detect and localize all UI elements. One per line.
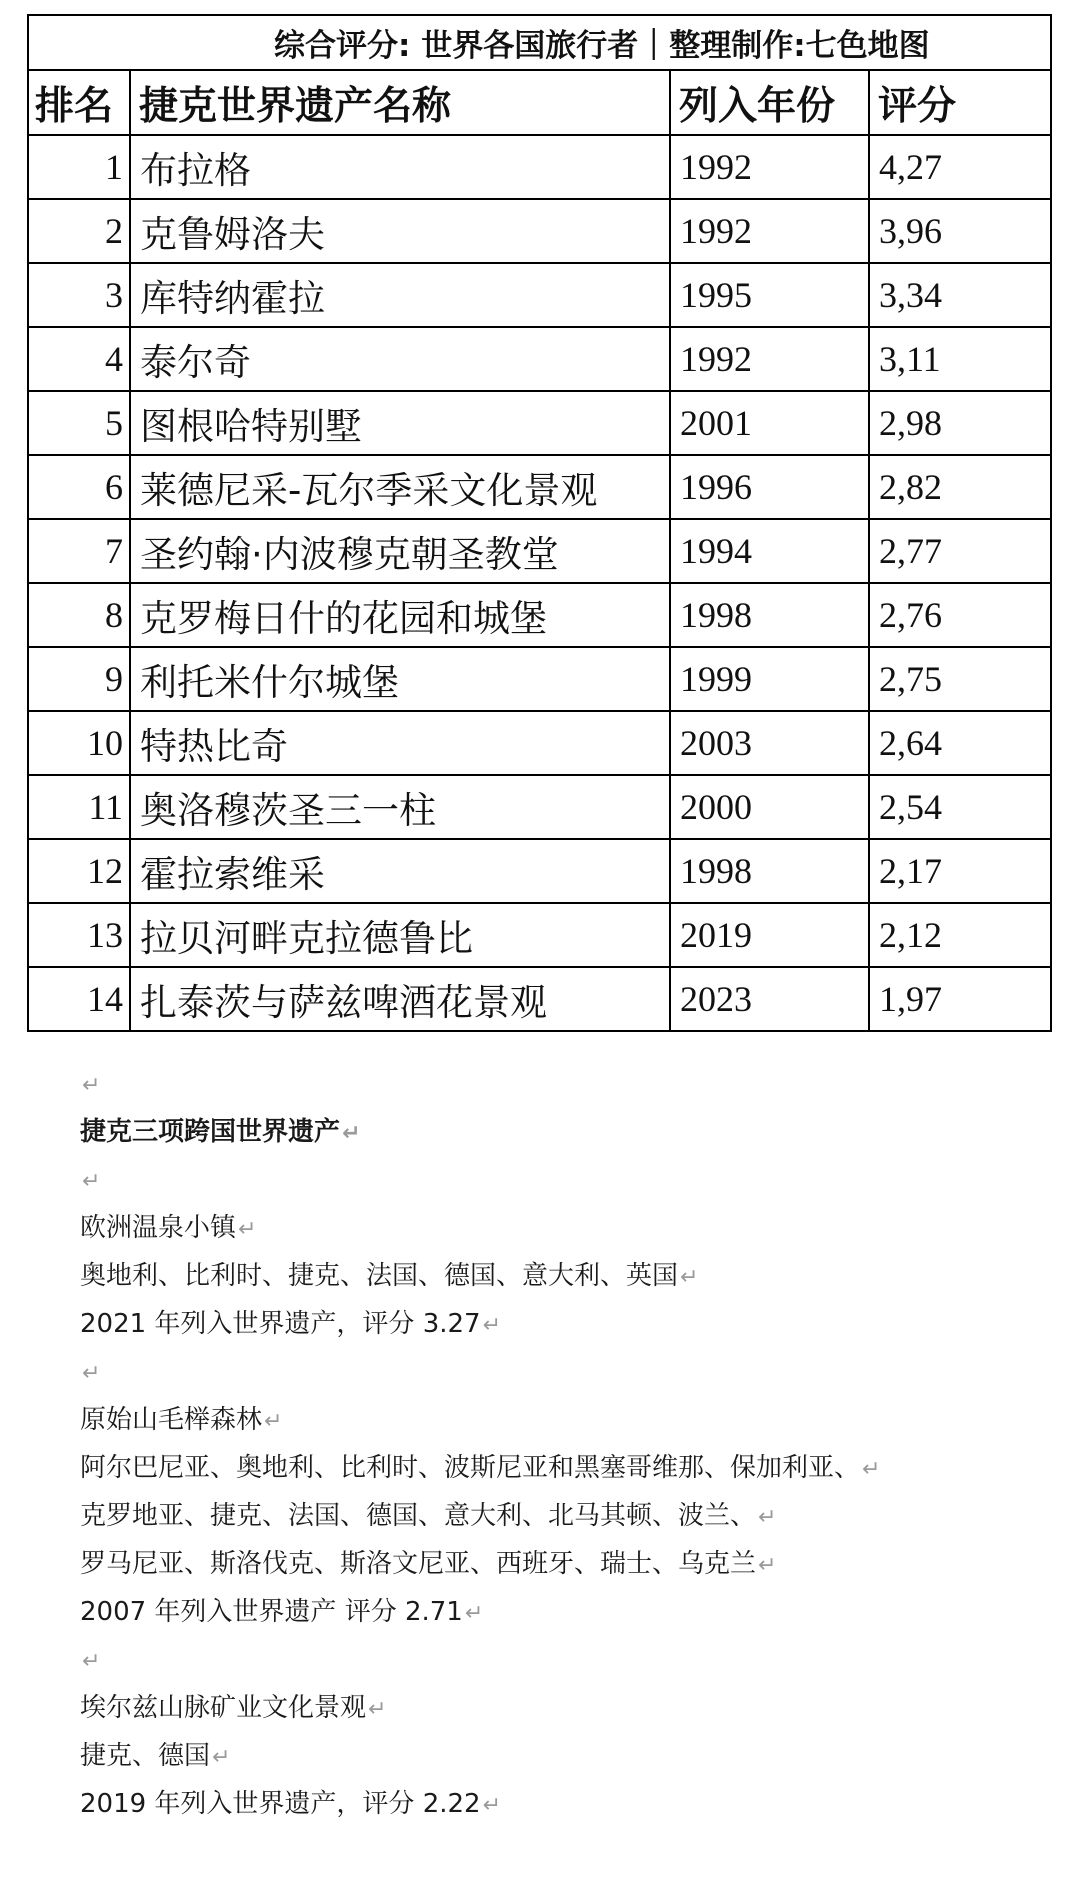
- year-cell: 2000: [670, 775, 869, 839]
- year-cell: 1995: [670, 263, 869, 327]
- score-cell: 2,17: [869, 839, 1051, 903]
- paragraph-mark-icon: ↵: [862, 1457, 881, 1482]
- heritage-listing-text: 2019 年列入世界遗产，评分 2.22: [80, 1789, 481, 1819]
- table-row: [28, 903, 1051, 967]
- paragraph-mark-icon: ↵: [482, 1793, 502, 1818]
- table-caption: 综合评分: 世界各国旅行者｜整理制作:七色地图: [28, 15, 1051, 70]
- score-cell: 2,54: [869, 775, 1051, 839]
- year-cell: 1999: [670, 647, 869, 711]
- header-score: 评分: [869, 70, 1051, 135]
- heritage-listing: [80, 1780, 1070, 1828]
- table-caption-row: [28, 15, 1051, 70]
- paragraph-mark-icon: ↵: [482, 1313, 502, 1338]
- table-header-row: [28, 70, 1051, 135]
- paragraph-mark-icon: ↵: [758, 1553, 777, 1578]
- paragraph-mark-icon: ↵: [82, 1169, 101, 1194]
- heritage-listing: [80, 1588, 1070, 1636]
- heritage-listing-text: 2021 年列入世界遗产，评分 3.27: [80, 1309, 481, 1339]
- rank-cell: 13: [28, 903, 130, 967]
- table-row: [28, 199, 1051, 263]
- heritage-listing-text: 2007 年列入世界遗产 评分 2.71: [80, 1597, 463, 1627]
- header-rank: 排名: [28, 70, 130, 135]
- heritage-name-cell: 布拉格: [130, 135, 670, 199]
- blank-line: [80, 1060, 1070, 1108]
- heritage-countries: [80, 1252, 1070, 1300]
- rank-cell: 3: [28, 263, 130, 327]
- header-year: 列入年份: [670, 70, 869, 135]
- rank-cell: 11: [28, 775, 130, 839]
- blank-line: [80, 1156, 1070, 1204]
- transnational-heritage-notes: [80, 1060, 1070, 1828]
- paragraph-mark-icon: ↵: [342, 1121, 361, 1146]
- score-cell: 3,11: [869, 327, 1051, 391]
- notes-heading-text: 捷克三项跨国世界遗产: [80, 1117, 341, 1147]
- year-cell: 2019: [670, 903, 869, 967]
- heritage-countries: [80, 1492, 1070, 1540]
- heritage-name-cell: 利托米什尔城堡: [130, 647, 670, 711]
- score-cell: 3,96: [869, 199, 1051, 263]
- year-cell: 2003: [670, 711, 869, 775]
- paragraph-mark-icon: ↵: [264, 1409, 283, 1434]
- score-cell: 2,64: [869, 711, 1051, 775]
- table-row: [28, 391, 1051, 455]
- year-cell: 1992: [670, 199, 869, 263]
- heritage-countries-text: 奥地利、比利时、捷克、法国、德国、意大利、英国: [80, 1261, 679, 1291]
- table-row: [28, 583, 1051, 647]
- heritage-name-cell: 奥洛穆茨圣三一柱: [130, 775, 670, 839]
- score-cell: 2,75: [869, 647, 1051, 711]
- table-row: [28, 839, 1051, 903]
- year-cell: 1992: [670, 327, 869, 391]
- rank-cell: 8: [28, 583, 130, 647]
- table-row: [28, 263, 1051, 327]
- year-cell: 1994: [670, 519, 869, 583]
- year-cell: 2001: [670, 391, 869, 455]
- year-cell: 1992: [670, 135, 869, 199]
- table-row: [28, 647, 1051, 711]
- year-cell: 2023: [670, 967, 869, 1031]
- rank-cell: 10: [28, 711, 130, 775]
- heritage-name-cell: 克鲁姆洛夫: [130, 199, 670, 263]
- heritage-countries: [80, 1732, 1070, 1780]
- heritage-name-cell: 图根哈特别墅: [130, 391, 670, 455]
- rank-cell: 1: [28, 135, 130, 199]
- rank-cell: 6: [28, 455, 130, 519]
- heritage-title-text: 原始山毛榉森林: [80, 1405, 263, 1435]
- rank-cell: 2: [28, 199, 130, 263]
- heritage-countries-text: 阿尔巴尼亚、奥地利、比利时、波斯尼亚和黑塞哥维那、保加利亚、: [80, 1453, 861, 1483]
- heritage-name-cell: 扎泰茨与萨兹啤酒花景观: [130, 967, 670, 1031]
- heritage-name-cell: 莱德尼采-瓦尔季采文化景观: [130, 455, 670, 519]
- rank-cell: 5: [28, 391, 130, 455]
- header-heritage-name: 捷克世界遗产名称: [130, 70, 670, 135]
- paragraph-mark-icon: ↵: [82, 1649, 101, 1674]
- heritage-ranking-table-container: [27, 14, 1050, 1032]
- blank-line: [80, 1348, 1070, 1396]
- paragraph-mark-icon: ↵: [758, 1505, 777, 1530]
- heritage-name-cell: 圣约翰·内波穆克朝圣教堂: [130, 519, 670, 583]
- heritage-title: [80, 1396, 1070, 1444]
- score-cell: 2,82: [869, 455, 1051, 519]
- paragraph-mark-icon: ↵: [680, 1265, 699, 1290]
- score-cell: 2,76: [869, 583, 1051, 647]
- table-row: [28, 775, 1051, 839]
- score-cell: 1,97: [869, 967, 1051, 1031]
- year-cell: 1996: [670, 455, 869, 519]
- heritage-title: [80, 1684, 1070, 1732]
- heritage-countries-text: 捷克、德国: [80, 1741, 211, 1771]
- heritage-title-text: 埃尔兹山脉矿业文化景观: [80, 1693, 367, 1723]
- table-row: [28, 967, 1051, 1031]
- rank-cell: 14: [28, 967, 130, 1031]
- year-cell: 1998: [670, 583, 869, 647]
- table-row: [28, 455, 1051, 519]
- paragraph-mark-icon: ↵: [368, 1697, 387, 1722]
- rank-cell: 7: [28, 519, 130, 583]
- heritage-listing: [80, 1300, 1070, 1348]
- heritage-title-text: 欧洲温泉小镇: [80, 1213, 237, 1243]
- paragraph-mark-icon: ↵: [212, 1745, 231, 1770]
- paragraph-mark-icon: ↵: [238, 1217, 257, 1242]
- score-cell: 2,12: [869, 903, 1051, 967]
- rank-cell: 9: [28, 647, 130, 711]
- blank-line: [80, 1636, 1070, 1684]
- paragraph-mark-icon: ↵: [82, 1361, 101, 1386]
- paragraph-mark-icon: ↵: [464, 1601, 484, 1626]
- year-cell: 1998: [670, 839, 869, 903]
- notes-heading: [80, 1108, 1070, 1156]
- rank-cell: 4: [28, 327, 130, 391]
- paragraph-mark-icon: ↵: [82, 1073, 101, 1098]
- heritage-name-cell: 克罗梅日什的花园和城堡: [130, 583, 670, 647]
- heritage-countries-text: 罗马尼亚、斯洛伐克、斯洛文尼亚、西班牙、瑞士、乌克兰: [80, 1549, 757, 1579]
- score-cell: 2,77: [869, 519, 1051, 583]
- heritage-name-cell: 库特纳霍拉: [130, 263, 670, 327]
- heritage-title: [80, 1204, 1070, 1252]
- score-cell: 2,98: [869, 391, 1051, 455]
- heritage-name-cell: 霍拉索维采: [130, 839, 670, 903]
- heritage-countries-text: 克罗地亚、捷克、法国、德国、意大利、北马其顿、波兰、: [80, 1501, 757, 1531]
- score-cell: 4,27: [869, 135, 1051, 199]
- table-row: [28, 711, 1051, 775]
- heritage-name-cell: 拉贝河畔克拉德鲁比: [130, 903, 670, 967]
- rank-cell: 12: [28, 839, 130, 903]
- table-row: [28, 135, 1051, 199]
- heritage-name-cell: 特热比奇: [130, 711, 670, 775]
- table-row: [28, 519, 1051, 583]
- score-cell: 3,34: [869, 263, 1051, 327]
- heritage-countries: [80, 1540, 1070, 1588]
- table-row: [28, 327, 1051, 391]
- heritage-countries: [80, 1444, 1070, 1492]
- heritage-name-cell: 泰尔奇: [130, 327, 670, 391]
- heritage-ranking-table: [27, 14, 1052, 1032]
